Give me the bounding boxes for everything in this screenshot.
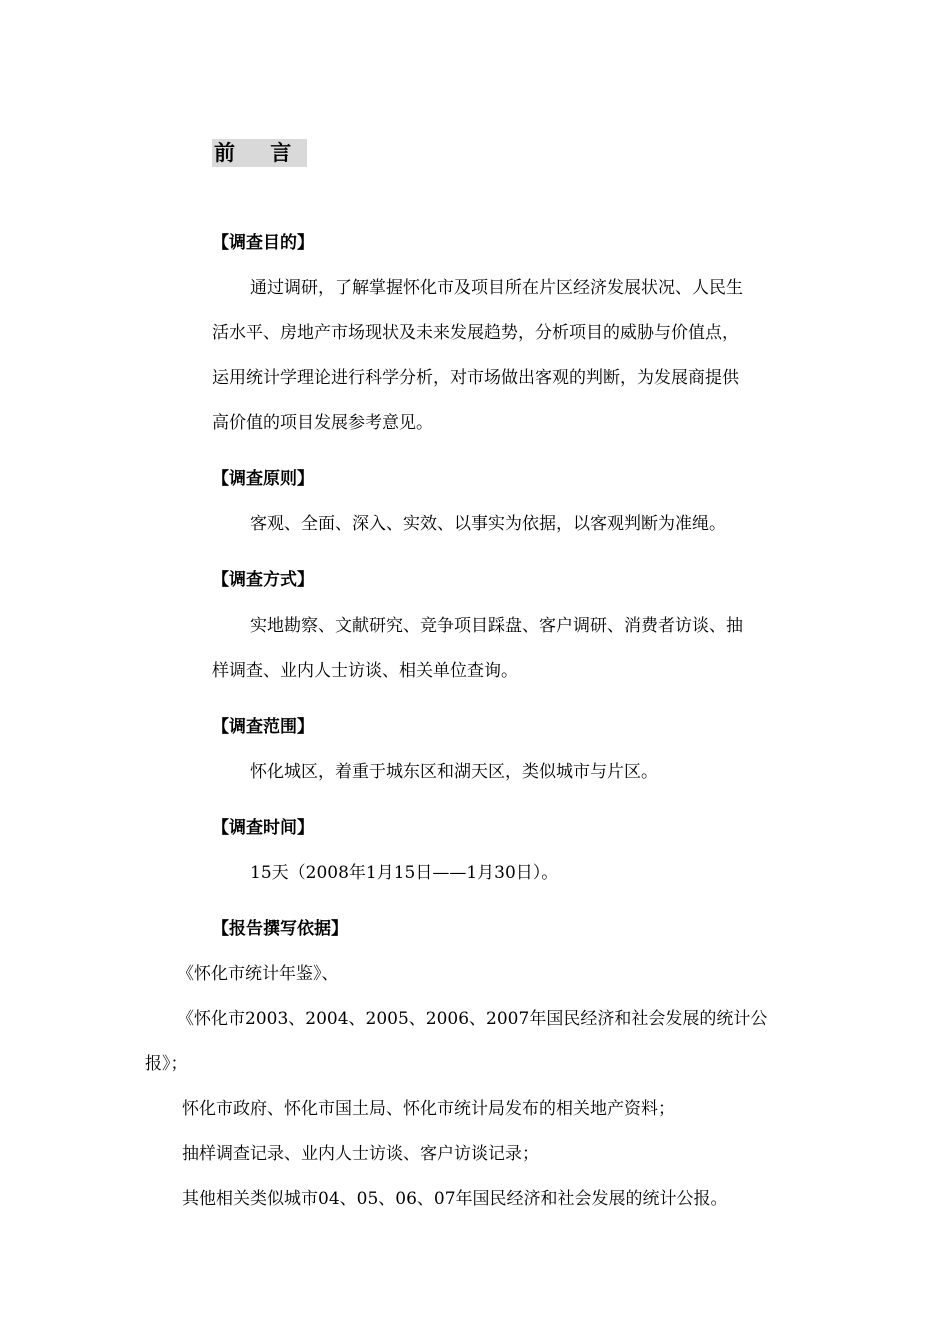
- section-heading-purpose: 【调查目的】: [212, 233, 314, 253]
- paragraph-line: 实地勘察、文献研究、竞争项目踩盘、客户调研、消费者访谈、抽: [250, 616, 743, 636]
- paragraph-line: 怀化市政府、怀化市国土局、怀化市统计局发布的相关地产资料；: [182, 1099, 675, 1119]
- paragraph-line: 《怀化市2003、2004、2005、2006、2007年国民经济和社会发展的统计公: [177, 1009, 768, 1029]
- paragraph-line: 高价值的项目发展参考意见。: [212, 413, 433, 433]
- paragraph-line: 《怀化市统计年鉴》、: [177, 964, 339, 984]
- paragraph-line: 通过调研，了解掌握怀化市及项目所在片区经济发展状况、人民生: [250, 278, 743, 298]
- paragraph-line: 报》；: [145, 1054, 188, 1074]
- section-heading-method: 【调查方式】: [212, 570, 314, 590]
- paragraph-line: 活水平、房地产市场现状及未来发展趋势，分析项目的威胁与价值点，: [212, 323, 739, 343]
- paragraph-line: 运用统计学理论进行科学分析，对市场做出客观的判断，为发展商提供: [212, 368, 739, 388]
- section-heading-basis: 【报告撰写依据】: [212, 919, 348, 939]
- paragraph-line: 样调查、业内人士访谈、相关单位查询。: [212, 661, 518, 681]
- section-heading-scope: 【调查范围】: [212, 717, 314, 737]
- section-heading-principle: 【调查原则】: [212, 469, 314, 489]
- paragraph-line: 其他相关类似城市04、05、06、07年国民经济和社会发展的统计公报。: [182, 1189, 728, 1209]
- paragraph-line: 抽样调查记录、业内人士访谈、客户访谈记录；: [182, 1144, 539, 1164]
- paragraph-line: 15天（2008年1月15日——1月30日）。: [250, 863, 559, 883]
- section-heading-time: 【调查时间】: [212, 818, 314, 838]
- page-title: 前 言: [214, 141, 306, 165]
- paragraph-line: 客观、全面、深入、实效、以事实为依据，以客观判断为准绳。: [250, 514, 726, 534]
- paragraph-line: 怀化城区，着重于城东区和湖天区，类似城市与片区。: [250, 762, 658, 782]
